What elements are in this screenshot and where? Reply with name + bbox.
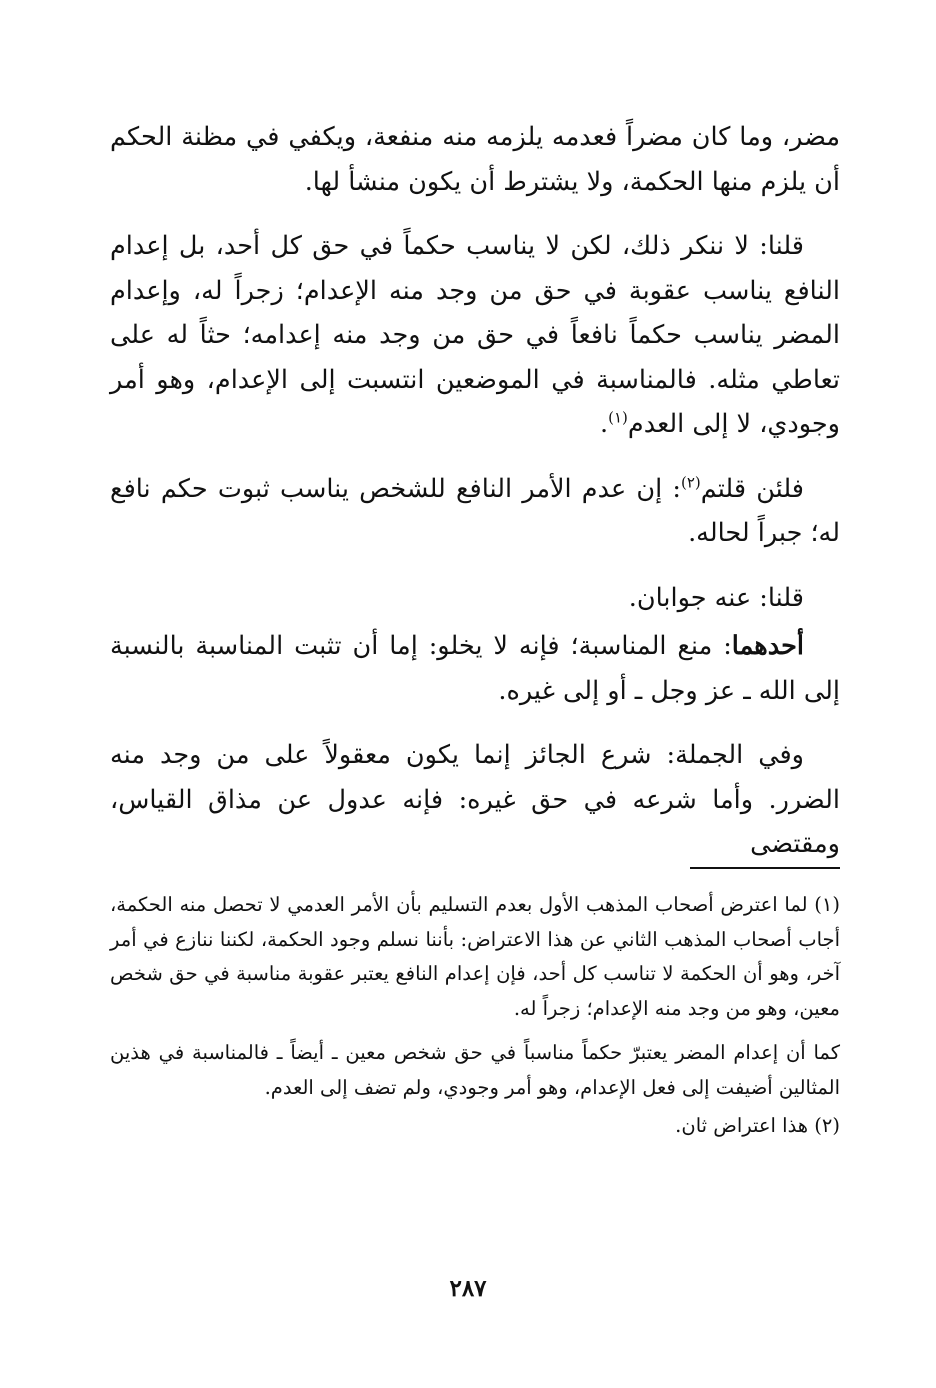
footnote-1-marker: (١) xyxy=(814,893,840,916)
paragraph-2-end: . xyxy=(600,409,609,439)
footnote-1-text: لما اعترض أصحاب المذهب الأول بعدم التسليم بأن الأمر العدمي لا تحصل منه الحكمة، أجاب أصحاب المذهب الثاني عن هذا الاعتراض: بأننا نسلم وجود الحكمة، لكننا ننازع في أمر آخر، وهو أن الحكمة لا تناسب كل أحد، فإن إعدام النافع يعتبر عقوبة مناسبة في حق شخص معين، وهو من وجد منه الإعدام؛ زجراً له. xyxy=(110,893,840,1020)
footnote-2-text: هذا اعتراض ثان. xyxy=(675,1114,809,1137)
paragraph-5-rest: : منع المناسبة؛ فإنه لا يخلو: إما أن تثبت المناسبة بالنسبة إلى الله ـ عز وجل ـ أو إلى غيره. xyxy=(110,631,840,706)
main-text xyxy=(110,115,840,867)
footnote-ref-2: (٢) xyxy=(680,473,701,491)
footnote-1-continued: كما أن إعدام المضر يعتبرّ حكماً مناسباً في حق شخص معين ـ أيضاً ـ فالمناسبة في هذين المثالين أضيفت إلى فعل الإعدام، وهو أمر وجودي، ولم تضف إلى العدم. xyxy=(110,1041,840,1099)
footnote-ref-1: (١) xyxy=(608,408,628,427)
body-text xyxy=(110,115,840,867)
paragraph-1: مضر، وما كان مضراً فعدمه يلزمه منه منفعة، ويكفي في مظنة الحكم أن يلزم منها الحكمة، ولا يشترط أن يكون منشأ لها. xyxy=(110,122,840,197)
footnote-separator xyxy=(690,867,840,869)
footnote-2-marker: (٢) xyxy=(814,1114,840,1137)
paragraph-4: قلنا: عنه جوابان. xyxy=(628,582,804,613)
paragraph-5 xyxy=(110,624,840,713)
paragraph-3-start: فلئن قلتم xyxy=(700,473,804,504)
footnote-1 xyxy=(110,888,840,1026)
page-number: ٢٨٧ xyxy=(449,1275,487,1302)
paragraph-6: وفي الجملة: شرع الجائز إنما يكون معقولاً على من وجد منه الضرر. وأما شرعه في حق غيره: فإنه عدول عن مذاق القياس، ومقتضى xyxy=(110,740,840,859)
footnote-2 xyxy=(110,1109,840,1144)
paragraph-2-text: قلنا: لا ننكر ذلك، لكن لا يناسب حكماً في حق كل أحد، بل إعدام النافع يناسب عقوبة في حق من وجد منه الإعدام؛ زجراً له، وإعدام المضر يناسب حكماً نافعاً في حق من وجد منه إعدامه؛ حثاً له على تعاطي مثله. فالمناسبة في الموضعين انتسبت إلى الإعدام، وهو أمر وجودي، لا إلى العدم xyxy=(110,231,840,439)
footnotes xyxy=(110,888,840,1144)
paragraph-5-lead: أحدهما xyxy=(731,631,804,661)
paragraph-3-rest: : إن عدم الأمر النافع للشخص يناسب ثبوت حكم نافع له؛ جبراً لحاله. xyxy=(110,473,840,548)
paragraph-3 xyxy=(110,467,840,556)
paragraph-2 xyxy=(110,224,840,447)
